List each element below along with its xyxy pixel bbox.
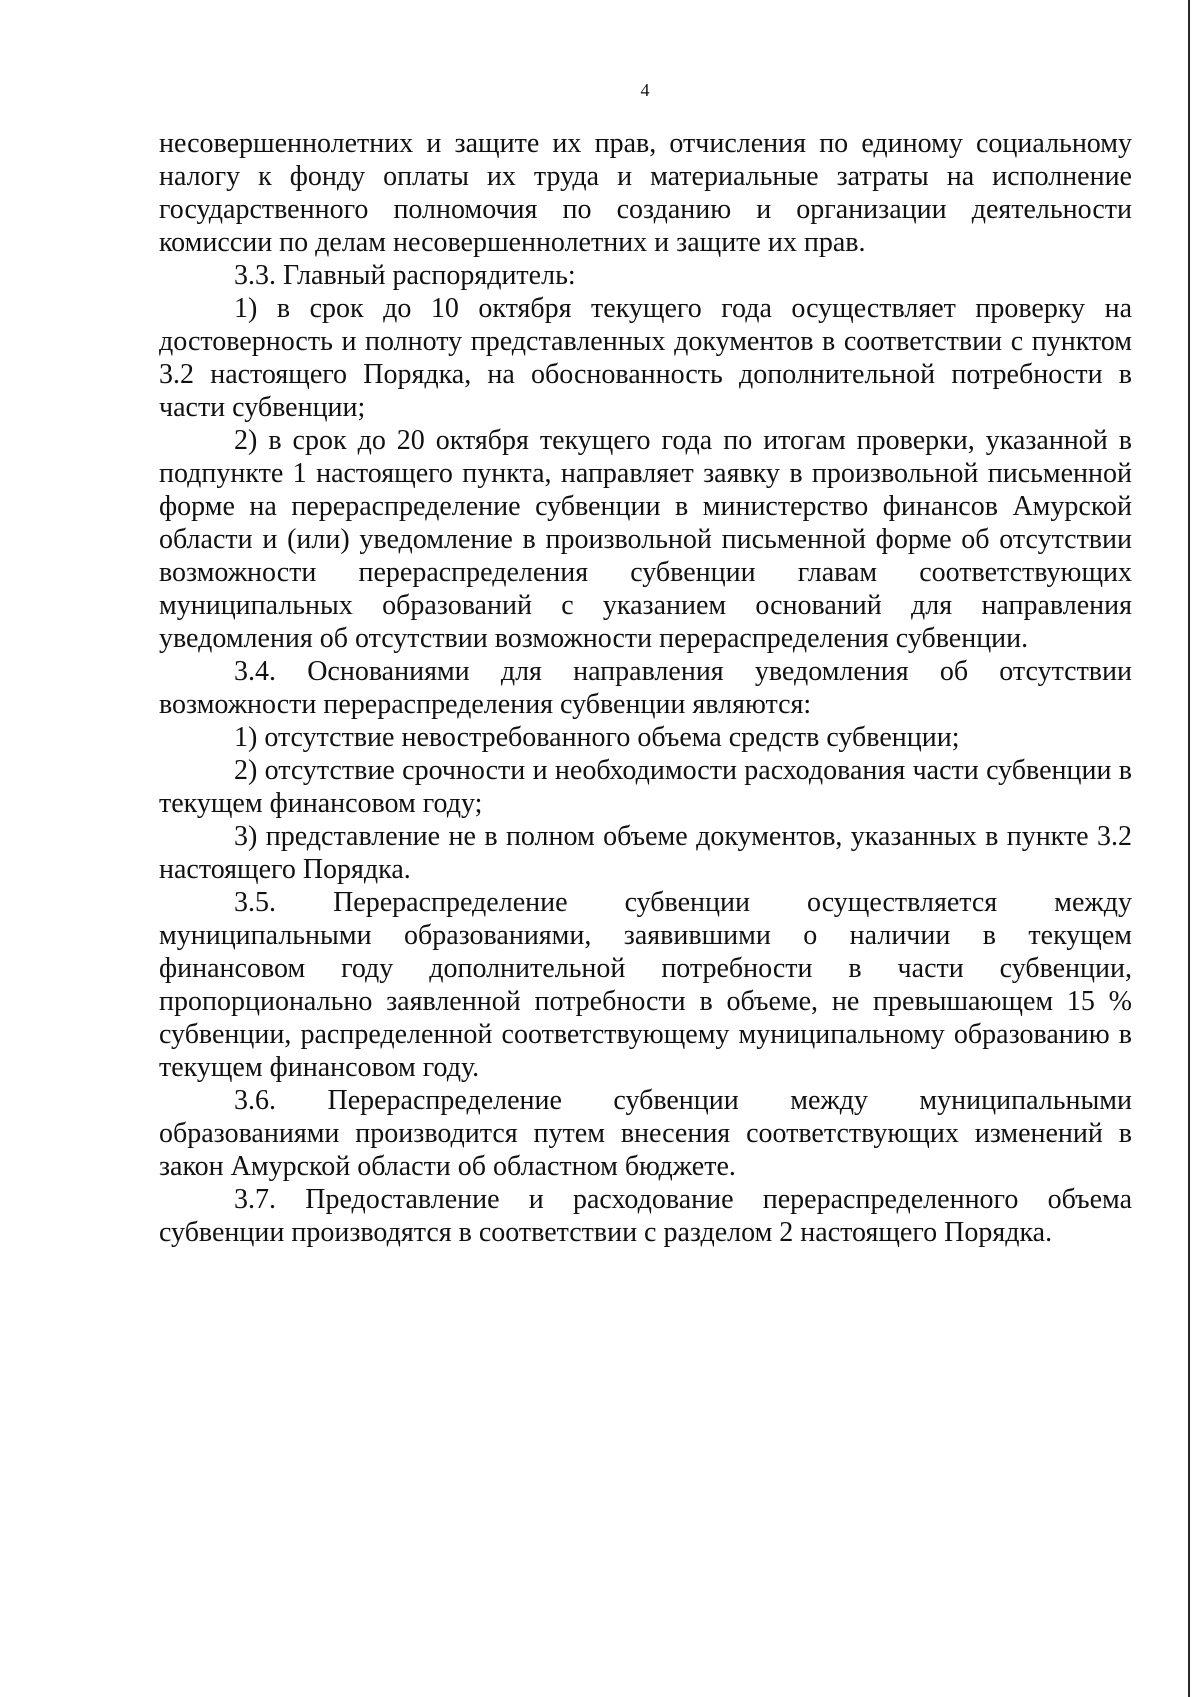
paragraph-3-4-item-3: 3) представление не в полном объеме документов, указанных в пункте 3.2 настоящего Порядка. — [159, 821, 1132, 885]
paragraph-3-3-item-1: 1) в срок до 10 октября текущего года осуществляет проверку на достоверность и полноту представленных документов в соответствии с пунктом 3.2 настоящего Порядка, на обоснованность дополнительной потребности в части субвенции; — [159, 293, 1132, 423]
paragraph-3-7: 3.7. Предоставление и расходование перераспределенного объема субвенции производятся в соответствии с разделом 2 настоящего Порядка. — [159, 1184, 1132, 1248]
paragraph-3-6: 3.6. Перераспределение субвенции между муниципальными образованиями производится путем внесения соответствующих изменений в закон Амурской области об областном бюджете. — [159, 1085, 1132, 1182]
paragraph-3-3-item-2: 2) в срок до 20 октября текущего года по итогам проверки, указанной в подпункте 1 настоящего пункта, направляет заявку в произвольной письменной форме на перераспределение субвенции в министерство финансов Амурской области и (или) уведомление в произвольной письменной форме об отсутствии возможности перераспределения субвенции главам соответствующих муниципальных образований с указанием оснований для направления уведомления об отсутствии возможности перераспределения субвенции. — [159, 425, 1132, 654]
paragraph-continuation: несовершеннолетних и защите их прав, отчисления по единому социальному налогу к фонду оплаты их труда и материальные затраты на исполнение государственного полномочия по созданию и организации деятельности комиссии по делам несовершеннолетних и защите их прав. — [159, 128, 1132, 258]
scan-edge-line — [1188, 0, 1190, 1697]
paragraph-3-5: 3.5. Перераспределение субвенции осуществляется между муниципальными образованиями, заявившими о наличии в текущем финансовом году дополнительной потребности в части субвенции, пропорционально заявленной потребности в объеме, не превышающем 15 % субвенции, распределенной соответствующему муниципальному образованию в текущем финансовом году. — [159, 887, 1132, 1083]
page-number: 4 — [640, 80, 650, 100]
paragraph-3-4-item-2: 2) отсутствие срочности и необходимости расходования части субвенции в текущем финансовом году; — [159, 755, 1132, 819]
paragraph-3-4-item-1: 1) отсутствие невостребованного объема средств субвенции; — [234, 722, 960, 753]
document-body — [159, 127, 1132, 1249]
paragraph-3-4: 3.4. Основаниями для направления уведомления об отсутствии возможности перераспределения субвенции являются: — [159, 656, 1132, 720]
paragraph-3-3: 3.3. Главный распорядитель: — [234, 260, 576, 291]
